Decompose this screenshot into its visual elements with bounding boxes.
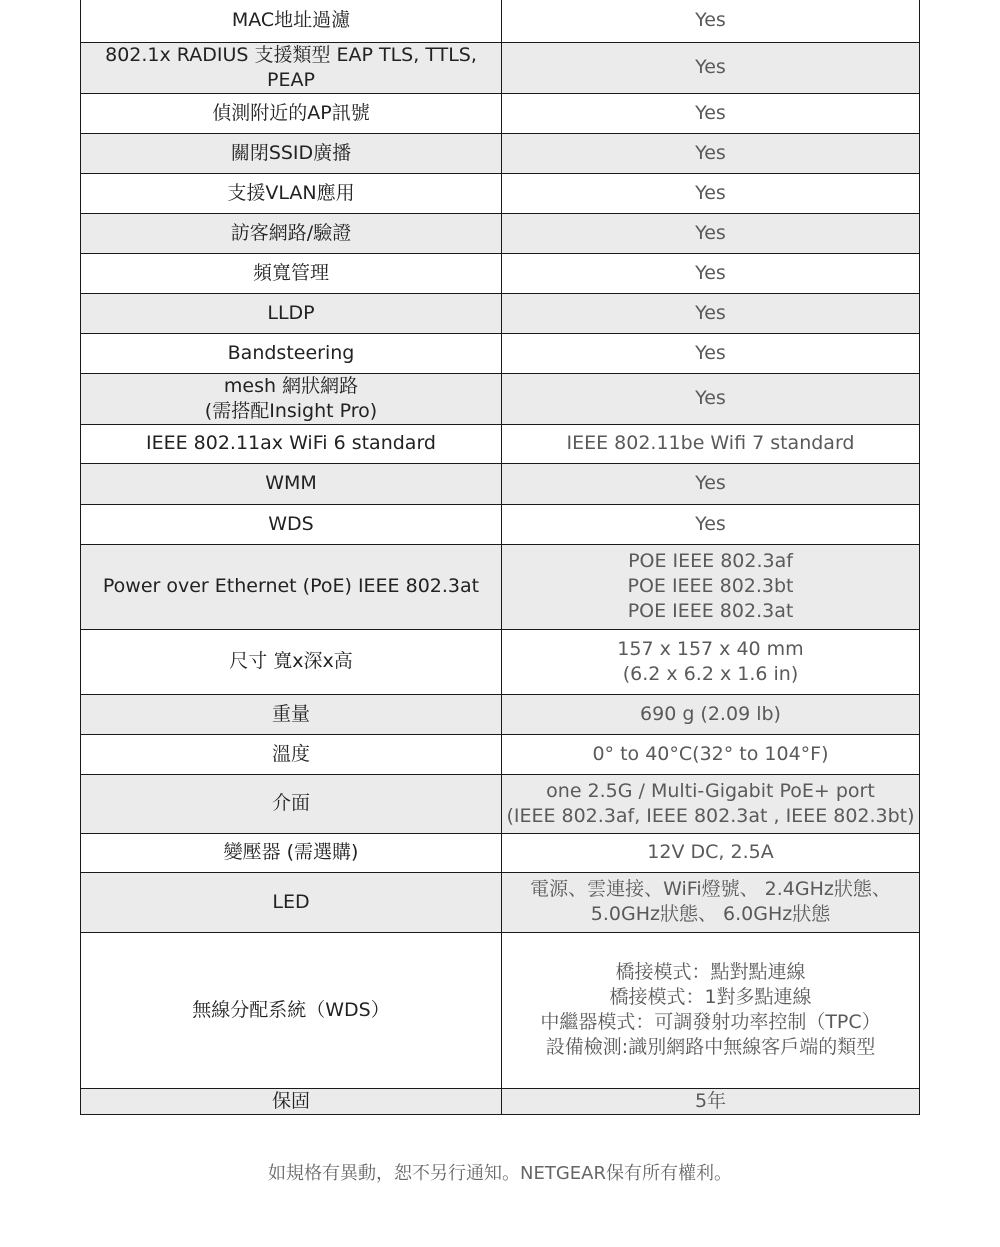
spec-value-text: Yes bbox=[695, 141, 726, 164]
spec-value bbox=[502, 463, 920, 504]
spec-value-text: Yes bbox=[695, 512, 726, 535]
spec-key bbox=[81, 872, 502, 932]
spec-key bbox=[81, 213, 502, 253]
spec-key-text: WDS bbox=[268, 512, 314, 535]
table-row bbox=[81, 173, 920, 213]
spec-key bbox=[81, 173, 502, 213]
spec-value-text: 電源、雲連接、WiFi燈號、 2.4GHz狀態、 bbox=[530, 878, 891, 900]
spec-key bbox=[81, 293, 502, 333]
spec-value-text: Yes bbox=[695, 472, 726, 494]
spec-value-text: 0° to 40°C(32° to 104°F) bbox=[592, 742, 829, 765]
spec-value-text: Yes bbox=[695, 181, 726, 204]
spec-value-text: POE IEEE 802.3af bbox=[628, 550, 793, 572]
spec-key bbox=[81, 1088, 502, 1114]
spec-key-text: MAC地址過濾 bbox=[231, 9, 351, 32]
spec-table-body bbox=[81, 0, 920, 1114]
spec-key-text: IEEE 802.11ax WiFi 6 standard bbox=[146, 432, 436, 454]
spec-value bbox=[502, 253, 920, 293]
table-row bbox=[81, 424, 920, 463]
spec-key bbox=[81, 42, 502, 93]
table-row bbox=[81, 694, 920, 734]
spec-value bbox=[502, 0, 920, 42]
spec-value bbox=[502, 872, 920, 932]
spec-value bbox=[502, 694, 920, 734]
spec-value bbox=[502, 544, 920, 629]
spec-value bbox=[502, 504, 920, 544]
table-row bbox=[81, 774, 920, 833]
spec-value-text: POE IEEE 802.3at bbox=[627, 600, 794, 622]
spec-value-text: Yes bbox=[695, 101, 726, 124]
spec-value-text: IEEE 802.11be Wifi 7 standard bbox=[566, 432, 855, 454]
spec-key bbox=[81, 734, 502, 774]
spec-value bbox=[502, 133, 920, 173]
spec-key bbox=[81, 833, 502, 872]
table-row bbox=[81, 373, 920, 424]
spec-key bbox=[81, 93, 502, 133]
spec-key-text: mesh 網狀網路 bbox=[223, 374, 359, 397]
spec-key-text: 變壓器 (需選購) bbox=[223, 841, 359, 863]
spec-value-text: 5年 bbox=[694, 1089, 727, 1112]
spec-key-text: LED bbox=[272, 890, 310, 913]
table-row bbox=[81, 0, 920, 42]
spec-value bbox=[502, 333, 920, 373]
footer-note: 如規格有異動，恕不另行通知。NETGEAR保有所有權利。 bbox=[268, 1163, 732, 1184]
spec-key bbox=[81, 544, 502, 629]
table-row bbox=[81, 629, 920, 694]
spec-value-text: (6.2 x 6.2 x 1.6 in) bbox=[622, 662, 799, 685]
spec-value-text: 設備檢測:識別網路中無線客戶端的類型 bbox=[545, 1036, 876, 1058]
spec-key-text: LLDP bbox=[267, 301, 315, 324]
spec-value bbox=[502, 42, 920, 93]
spec-key bbox=[81, 629, 502, 694]
spec-value-text: Yes bbox=[695, 261, 726, 284]
table-row bbox=[81, 544, 920, 629]
table-row bbox=[81, 333, 920, 373]
spec-value bbox=[502, 833, 920, 872]
table-row bbox=[81, 1088, 920, 1114]
spec-value bbox=[502, 734, 920, 774]
spec-value-text: 690 g (2.09 lb) bbox=[640, 702, 781, 725]
spec-key-text: 無線分配系統（WDS） bbox=[192, 998, 390, 1021]
table-row bbox=[81, 833, 920, 872]
spec-key-text: (需搭配Insight Pro) bbox=[204, 399, 378, 422]
spec-value-text: one 2.5G / Multi-Gigabit PoE+ port bbox=[546, 779, 875, 802]
spec-table bbox=[80, 0, 920, 1115]
spec-key-text: 訪客網路/驗證 bbox=[230, 221, 352, 244]
spec-key-text: 關閉SSID廣播 bbox=[230, 141, 352, 164]
table-row bbox=[81, 93, 920, 133]
spec-key-text: 802.1x RADIUS 支援類型 EAP TLS, TTLS, PEAP bbox=[105, 43, 477, 91]
spec-value-text: 橋接模式：1對多點連線 bbox=[609, 986, 812, 1008]
spec-value bbox=[502, 1088, 920, 1114]
spec-value bbox=[502, 424, 920, 463]
table-row bbox=[81, 872, 920, 932]
spec-value-text: 12V DC, 2.5A bbox=[647, 841, 774, 863]
spec-key bbox=[81, 504, 502, 544]
spec-value-text: Yes bbox=[695, 387, 726, 409]
spec-key-text: 偵測附近的AP訊號 bbox=[212, 101, 370, 124]
spec-value-text: 157 x 157 x 40 mm bbox=[617, 637, 804, 660]
spec-value-text: Yes bbox=[695, 341, 726, 364]
table-row bbox=[81, 213, 920, 253]
spec-value-text: Yes bbox=[695, 221, 726, 244]
spec-key-text: Power over Ethernet (PoE) IEEE 802.3at bbox=[102, 575, 480, 597]
spec-value-text: (IEEE 802.3af, IEEE 802.3at , IEEE 802.3bt) bbox=[506, 804, 915, 827]
table-row bbox=[81, 463, 920, 504]
spec-key bbox=[81, 333, 502, 373]
spec-value-text: POE IEEE 802.3bt bbox=[627, 575, 794, 597]
spec-key-text: Bandsteering bbox=[227, 341, 355, 364]
table-row bbox=[81, 42, 920, 93]
spec-key-text: WMM bbox=[265, 472, 317, 494]
spec-value bbox=[502, 774, 920, 833]
table-row bbox=[81, 253, 920, 293]
spec-key-text: 頻寬管理 bbox=[252, 261, 329, 284]
spec-key bbox=[81, 694, 502, 734]
spec-key bbox=[81, 932, 502, 1088]
spec-key bbox=[81, 463, 502, 504]
spec-value-text: Yes bbox=[695, 56, 726, 78]
spec-key bbox=[81, 253, 502, 293]
spec-key-text: 尺寸 寬x深x高 bbox=[229, 650, 353, 672]
spec-value-text: 橋接模式：點對點連線 bbox=[615, 961, 806, 983]
table-row bbox=[81, 734, 920, 774]
spec-value bbox=[502, 932, 920, 1088]
spec-key-text: 介面 bbox=[271, 792, 310, 814]
spec-value bbox=[502, 373, 920, 424]
table-row bbox=[81, 293, 920, 333]
spec-value bbox=[502, 173, 920, 213]
spec-key-text: 保固 bbox=[271, 1089, 310, 1112]
spec-key bbox=[81, 774, 502, 833]
spec-value bbox=[502, 293, 920, 333]
table-row bbox=[81, 932, 920, 1088]
spec-value-text: Yes bbox=[695, 9, 726, 32]
spec-key bbox=[81, 0, 502, 42]
spec-value-text: 中繼器模式：可調發射功率控制（TPC） bbox=[540, 1011, 881, 1033]
spec-key-text: 支援VLAN應用 bbox=[227, 181, 355, 204]
spec-value-text: 5.0GHz狀態、 6.0GHz狀態 bbox=[590, 903, 831, 925]
spec-key-text: 溫度 bbox=[271, 742, 310, 765]
table-row bbox=[81, 504, 920, 544]
spec-key-text: 重量 bbox=[271, 702, 310, 725]
table-row bbox=[81, 133, 920, 173]
spec-value bbox=[502, 629, 920, 694]
spec-key bbox=[81, 133, 502, 173]
spec-key bbox=[81, 373, 502, 424]
spec-key bbox=[81, 424, 502, 463]
spec-value bbox=[502, 213, 920, 253]
spec-value-text: Yes bbox=[695, 301, 726, 324]
spec-value bbox=[502, 93, 920, 133]
